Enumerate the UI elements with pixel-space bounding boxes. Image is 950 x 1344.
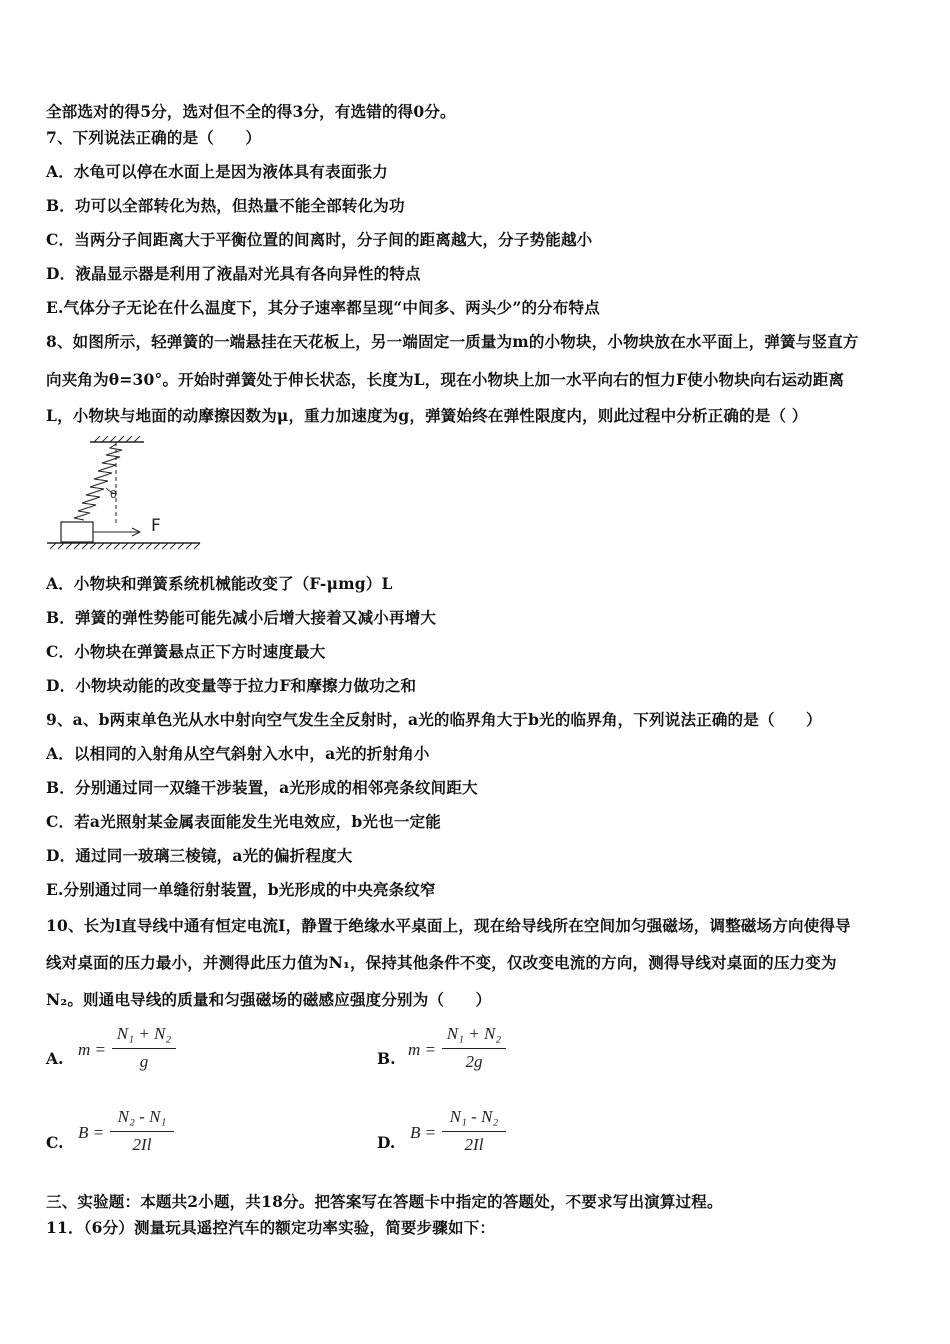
question-10-stem-line-2: 线对桌面的压力最小，并测得此压力值为N₁，保持其他条件不变，仅改变电流的方向，测得导线对桌面的压力变为 bbox=[46, 953, 837, 972]
formula-numerator: N₁ + N₂ bbox=[446, 1024, 502, 1043]
question-9-option-c: C．若a光照射某金属表面能发生光电效应，b光也一定能 bbox=[46, 812, 441, 831]
fraction-bar bbox=[110, 1131, 174, 1132]
question-10-option-d-formula bbox=[410, 1107, 530, 1157]
question-10-option-c-label: C. bbox=[46, 1133, 64, 1152]
question-10-option-b-formula bbox=[408, 1024, 528, 1074]
formula-denominator: 2Il bbox=[132, 1135, 152, 1154]
question-9-option-a: A．以相同的入射角从空气斜射入水中，a光的折射角小 bbox=[46, 744, 430, 763]
question-8-stem-line-3: L，小物块与地面的动摩擦因数为μ，重力加速度为g，弹簧始终在弹性限度内，则此过程中分析正确的是（ ） bbox=[46, 406, 808, 425]
formula-lhs: B = bbox=[78, 1123, 105, 1142]
question-11-stem: 11．（6分）测量玩具遥控汽车的额定功率实验，简要步骤如下： bbox=[46, 1218, 496, 1237]
question-9-stem: 9、a、b两束单色光从水中射向空气发生全反射时，a光的临界角大于b光的临界角，下列说法正确的是（ ） bbox=[46, 710, 822, 729]
formula-lhs: B = bbox=[410, 1123, 437, 1142]
question-7-option-b: B．功可以全部转化为热，但热量不能全部转化为功 bbox=[46, 196, 405, 215]
fraction-bar bbox=[112, 1048, 176, 1049]
question-7-option-c: C．当两分子间距离大于平衡位置的间离时，分子间的距离越大，分子势能越小 bbox=[46, 230, 593, 249]
question-9-option-d: D．通过同一玻璃三棱镜，a光的偏折程度大 bbox=[46, 846, 353, 865]
question-8-option-d: D．小物块动能的改变量等于拉力F和摩擦力做功之和 bbox=[46, 676, 417, 695]
formula-numerator: N₁ - N₂ bbox=[449, 1107, 499, 1126]
fraction-bar bbox=[442, 1131, 506, 1132]
formula-denominator: g bbox=[139, 1052, 149, 1071]
question-8-stem-line-2: 向夹角为θ=30°。开始时弹簧处于伸长状态，长度为L，现在小物块上加一水平向右的恒力F使小物块向右运动距离 bbox=[46, 370, 845, 389]
question-10-option-c-formula bbox=[78, 1107, 198, 1157]
spring-block-diagram bbox=[44, 436, 214, 551]
question-10-option-d-label: D. bbox=[377, 1133, 396, 1152]
question-8-option-b: B．弹簧的弹性势能可能先减小后增大接着又减小再增大 bbox=[46, 608, 437, 627]
question-10-stem-line-3: N₂。则通电导线的质量和匀强磁场的磁感应强度分别为（ ） bbox=[46, 990, 492, 1009]
question-7-option-d: D．液晶显示器是利用了液晶对光具有各向异性的特点 bbox=[46, 264, 421, 283]
question-7-stem: 7、下列说法正确的是（ ） bbox=[46, 128, 262, 147]
question-10-stem-line-1: 10、长为l直导线中通有恒定电流I，静置于绝缘水平桌面上，现在给导线所在空间加匀强磁场，调整磁场方向使得导 bbox=[46, 916, 851, 935]
instruction-line: 全部选对的得5分，选对但不全的得3分，有选错的得0分。 bbox=[46, 102, 456, 121]
question-7-option-e: E.气体分子无论在什么温度下，其分子速率都呈现“中间多、两头少”的分布特点 bbox=[46, 298, 600, 317]
formula-denominator: 2Il bbox=[464, 1135, 484, 1154]
formula-denominator: 2g bbox=[465, 1052, 483, 1071]
fraction-bar bbox=[442, 1048, 506, 1049]
angle-theta-label: θ bbox=[110, 488, 117, 501]
question-8-option-a: A．小物块和弹簧系统机械能改变了（F-μmg）L bbox=[46, 574, 393, 593]
formula-numerator: N₁ + N₂ bbox=[116, 1024, 172, 1043]
question-8-option-c: C．小物块在弹簧悬点正下方时速度最大 bbox=[46, 642, 326, 661]
formula-lhs: m = bbox=[78, 1040, 106, 1059]
question-10-option-b-label: B. bbox=[377, 1049, 396, 1068]
formula-numerator: N₂ - N₁ bbox=[117, 1107, 167, 1126]
question-8-stem-line-1: 8、如图所示，轻弹簧的一端悬挂在天花板上，另一端固定一质量为m的小物块，小物块放在水平面上，弹簧与竖直方 bbox=[46, 332, 859, 351]
question-9-option-e: E.分别通过同一单缝衍射装置，b光形成的中央亮条纹窄 bbox=[46, 880, 436, 899]
question-7-option-a: A．水龟可以停在水面上是因为液体具有表面张力 bbox=[46, 162, 388, 181]
question-10-option-a-formula bbox=[78, 1024, 198, 1074]
formula-lhs: m = bbox=[408, 1040, 436, 1059]
section-3-heading: 三、实验题：本题共2小题，共18分。把答案写在答题卡中指定的答题处，不要求写出演算过程。 bbox=[46, 1192, 723, 1211]
question-10-option-a-label: A. bbox=[46, 1049, 64, 1068]
force-f-label: F bbox=[151, 516, 161, 536]
question-9-option-b: B．分别通过同一双缝干涉装置，a光形成的相邻亮条纹间距大 bbox=[46, 778, 478, 797]
